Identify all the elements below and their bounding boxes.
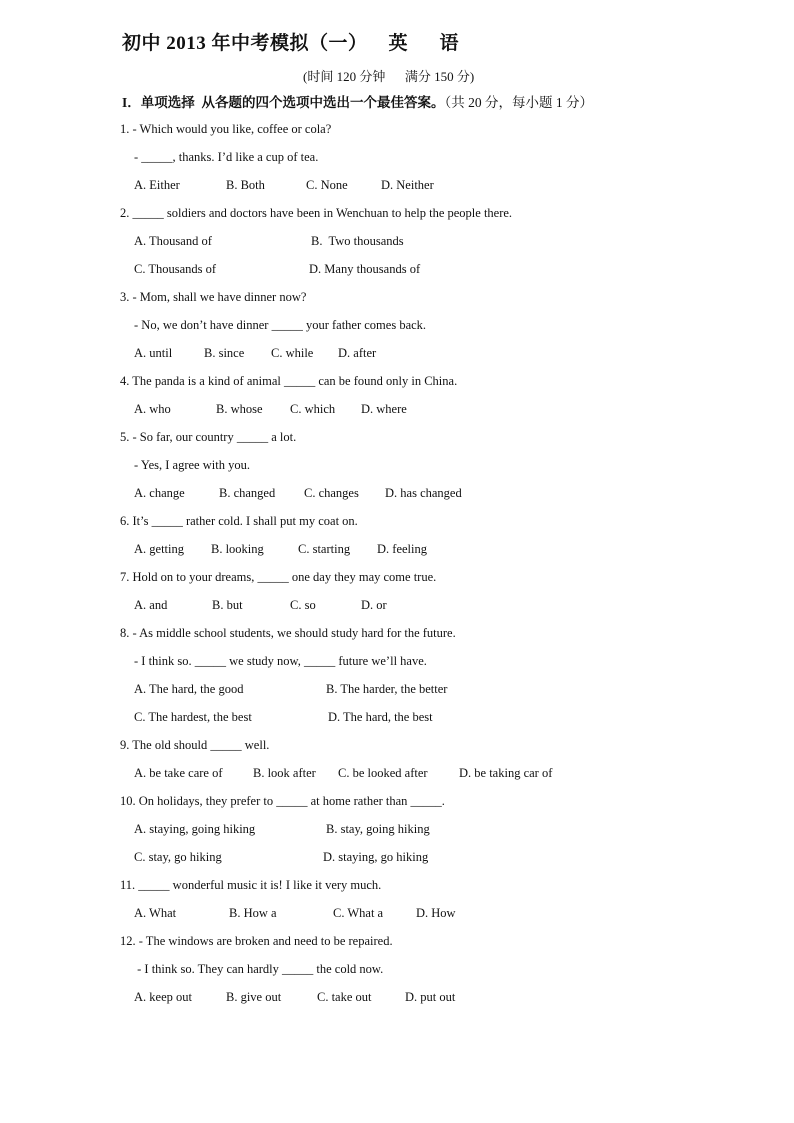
question-dialogue-line: - Yes, I agree with you. — [134, 458, 250, 472]
question-dialogue-line: - _____, thanks. I’d like a cup of tea. — [134, 150, 319, 164]
section-note: （共 20 分，每小题 1 分） — [444, 95, 594, 110]
answer-option: B. The harder, the better — [326, 682, 448, 696]
answer-option: C. starting — [298, 542, 351, 556]
question-stem: 7. Hold on to your dreams, _____ one day they may come true. — [120, 570, 437, 584]
answer-option: A. be take care of — [134, 766, 223, 780]
answer-option: D. feeling — [377, 542, 427, 556]
question-stem: 1. - Which would you like, coffee or cola? — [120, 122, 332, 136]
answer-option: C. while — [271, 346, 314, 360]
question-stem: 8. - As middle school students, we should study hard for the future. — [120, 626, 456, 640]
section-title: I．单项选择 从各题的四个选项中选出一个最佳答案。 — [122, 95, 445, 110]
question-stem: 5. - So far, our country _____ a lot. — [120, 430, 297, 444]
question-stem: 6. It’s _____ rather cold. I shall put my coat on. — [120, 514, 358, 528]
question-dialogue-line: - I think so. They can hardly _____ the cold now. — [134, 962, 384, 976]
answer-option: B. Both — [226, 178, 265, 192]
answer-option: D. after — [338, 346, 377, 360]
answer-option: C. The hardest, the best — [134, 710, 252, 724]
answer-option: C. What a — [333, 906, 384, 920]
answer-option: A. and — [134, 598, 168, 612]
answer-option: D. Many thousands of — [309, 262, 421, 276]
answer-option: A. What — [134, 906, 177, 920]
answer-option: C. stay, go hiking — [134, 850, 222, 864]
answer-option: A. Either — [134, 178, 180, 192]
answer-option: B. give out — [226, 990, 282, 1004]
answer-option: D. has changed — [385, 486, 462, 500]
question-stem: 2. _____ soldiers and doctors have been in Wenchuan to help the people there. — [120, 206, 513, 220]
answer-option: A. getting — [134, 542, 184, 556]
answer-option: D. be taking car of — [459, 766, 553, 780]
answer-option: A. until — [134, 346, 173, 360]
question-dialogue-line: - No, we don’t have dinner _____ your father comes back. — [134, 318, 427, 332]
answer-option: C. be looked after — [338, 766, 428, 780]
answer-option: D. The hard, the best — [328, 710, 433, 724]
answer-option: A. Thousand of — [134, 234, 212, 248]
answer-option: D. put out — [405, 990, 456, 1004]
answer-option: B. Two thousands — [311, 234, 404, 248]
answer-option: D. How — [416, 906, 456, 920]
question-stem: 10. On holidays, they prefer to _____ at home rather than _____. — [120, 794, 445, 808]
answer-option: B. look after — [253, 766, 316, 780]
question-stem: 9. The old should _____ well. — [120, 738, 270, 752]
exam-subtitle: (时间 120 分钟 满分 150 分) — [303, 69, 475, 84]
section-heading — [122, 91, 593, 111]
question-stem: 12. - The windows are broken and need to be repaired. — [120, 934, 393, 948]
answer-option: C. Thousands of — [134, 262, 217, 276]
answer-option: D. Neither — [381, 178, 434, 192]
answer-option: C. changes — [304, 486, 359, 500]
answer-option: A. keep out — [134, 990, 192, 1004]
answer-option: A. staying, going hiking — [134, 822, 256, 836]
answer-option: D. or — [361, 598, 387, 612]
answer-option: B. How a — [229, 906, 277, 920]
answer-option: B. since — [204, 346, 245, 360]
answer-option: A. The hard, the good — [134, 682, 244, 696]
answer-option: C. take out — [317, 990, 372, 1004]
answer-option: B. stay, going hiking — [326, 822, 430, 836]
question-dialogue-line: - I think so. _____ we study now, _____ future we’ll have. — [134, 654, 427, 668]
answer-option: B. changed — [219, 486, 276, 500]
answer-option: B. whose — [216, 402, 263, 416]
answer-option: C. which — [290, 402, 336, 416]
answer-option: D. staying, go hiking — [323, 850, 429, 864]
question-stem: 3. - Mom, shall we have dinner now? — [120, 290, 307, 304]
answer-option: B. looking — [211, 542, 264, 556]
answer-option: D. where — [361, 402, 407, 416]
exam-title: 初中 2013 年中考模拟（一） 英 语 — [122, 33, 460, 54]
answer-option: A. who — [134, 402, 171, 416]
answer-option: C. None — [306, 178, 348, 192]
answer-option: B. but — [212, 598, 243, 612]
question-stem: 4. The panda is a kind of animal _____ can be found only in China. — [120, 374, 458, 388]
question-stem: 11. _____ wonderful music it is! I like it very much. — [120, 878, 382, 892]
answer-option: C. so — [290, 598, 316, 612]
answer-option: A. change — [134, 486, 185, 500]
